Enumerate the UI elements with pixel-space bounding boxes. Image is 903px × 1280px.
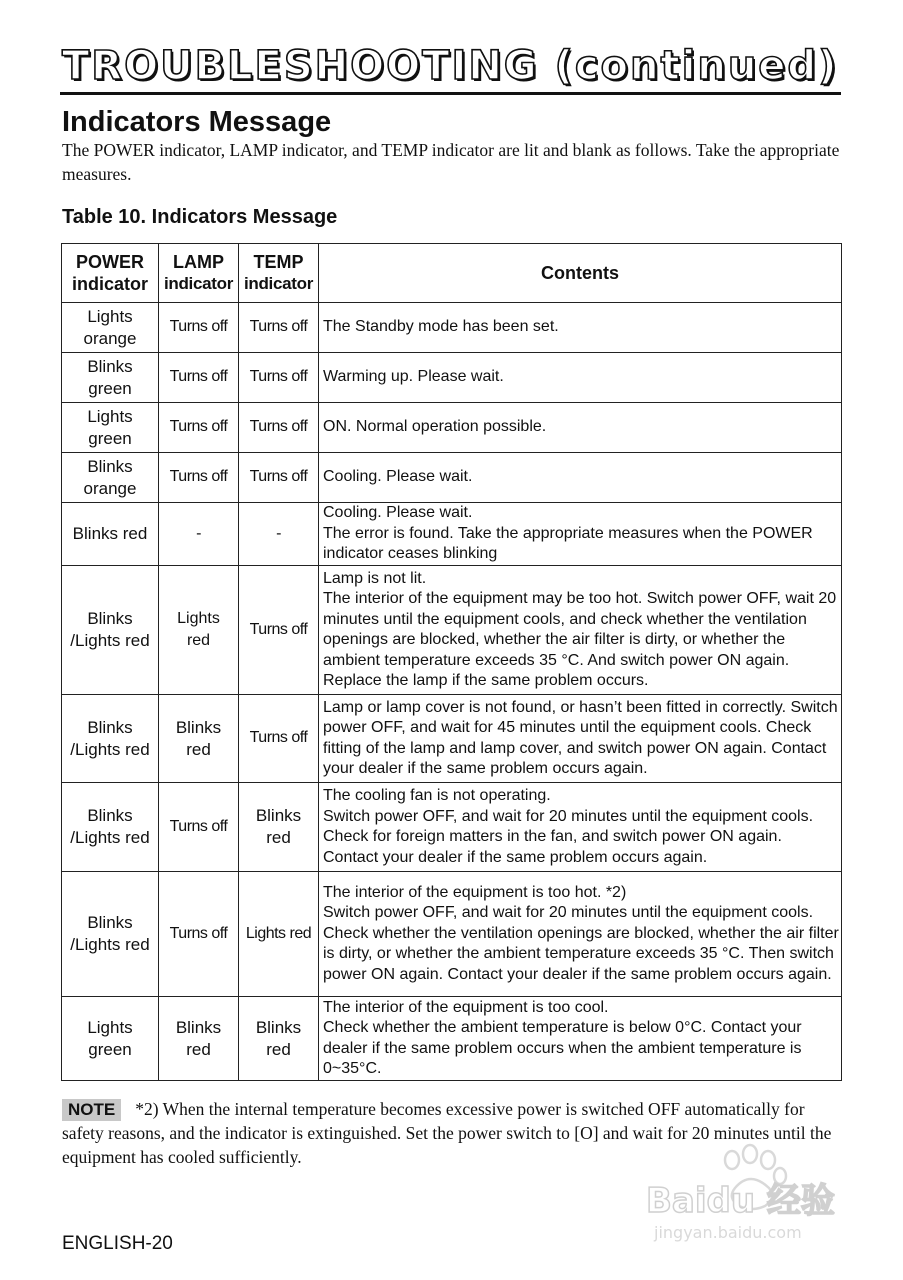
contents-cell: The Standby mode has been set. <box>319 303 842 353</box>
temp-cell: Turns off <box>239 566 319 695</box>
power-cell: Blinks /Lights red <box>62 695 159 783</box>
power-cell: Blinks red <box>62 503 159 566</box>
header-contents: Contents <box>319 244 842 303</box>
header-power-line1: POWER <box>75 252 144 272</box>
temp-cell: Turns off <box>239 695 319 783</box>
temp-cell: Turns off <box>239 353 319 403</box>
temp-cell: - <box>239 503 319 566</box>
header-power <box>62 244 159 303</box>
header-lamp-line1: LAMP <box>173 252 224 272</box>
power-cell: Lights orange <box>62 303 159 353</box>
lamp-cell: - <box>159 503 239 566</box>
lamp-cell: Blinks red <box>159 997 239 1081</box>
lamp-cell: Turns off <box>159 783 239 872</box>
page-footer: ENGLISH-20 <box>62 1233 173 1254</box>
temp-cell: Blinks red <box>239 783 319 872</box>
table-row <box>62 695 842 783</box>
lamp-cell: Blinks red <box>159 695 239 783</box>
power-cell: Lights green <box>62 403 159 453</box>
contents-cell: Lamp or lamp cover is not found, or hasn’t been fitted in correctly. Switch power OFF, and wait for 45 minutes until the equipment cools. Check fitting of the lamp and lamp cover, and switch power ON again. Contact your dealer if the same problem occurs again. <box>319 695 842 783</box>
contents-cell: Cooling. Please wait. <box>319 453 842 503</box>
power-cell: Blinks /Lights red <box>62 783 159 872</box>
contents-cell: Lamp is not lit. The interior of the equipment may be too hot. Switch power OFF, wait 20 minutes until the equipment cools, and check whether the ventilation openings are blocked, whether the air filter is dirty, or whether the ambient temperature exceeds 35 °C. And switch power ON again. Replace the lamp if the same problem occurs. <box>319 566 842 695</box>
contents-cell: Warming up. Please wait. <box>319 353 842 403</box>
temp-cell: Lights red <box>239 872 319 997</box>
baidu-watermark <box>640 1140 840 1250</box>
temp-cell: Turns off <box>239 403 319 453</box>
temp-cell: Blinks red <box>239 997 319 1081</box>
intro-paragraph: The POWER indicator, LAMP indicator, and TEMP indicator are lit and blank as follows. Take the appropriate measures. <box>62 140 840 184</box>
power-cell: Blinks green <box>62 353 159 403</box>
lamp-cell: Turns off <box>159 872 239 997</box>
note-badge: NOTE <box>62 1099 121 1121</box>
table-header-row <box>62 244 842 303</box>
temp-cell: Turns off <box>239 453 319 503</box>
power-cell: Lights green <box>62 997 159 1081</box>
page-title: TROUBLESHOOTING (continued) <box>62 43 839 89</box>
header-lamp-line2: indicator <box>163 274 234 293</box>
table-row <box>62 566 842 695</box>
watermark-url: jingyan.baidu.com <box>654 1223 802 1242</box>
table-row <box>62 353 842 403</box>
table-row <box>62 453 842 503</box>
temp-cell: Turns off <box>239 303 319 353</box>
contents-cell: The interior of the equipment is too cool. Check whether the ambient temperature is below 0°C. Contact your dealer if the same problem occurs when the ambient temperature is 0~35°C. <box>319 997 842 1081</box>
power-cell: Blinks /Lights red <box>62 872 159 997</box>
header-temp <box>239 244 319 303</box>
table-row <box>62 783 842 872</box>
power-cell: Blinks /Lights red <box>62 566 159 695</box>
lamp-cell: Turns off <box>159 353 239 403</box>
table-row <box>62 503 842 566</box>
contents-cell: The interior of the equipment is too hot. *2) Switch power OFF, and wait for 20 minutes until the equipment cools. Check whether the ventilation openings are blocked, whether the air filter is dirty, or whether the ambient temperature exceeds 35 °C. Then switch power ON again. Contact your dealer if the same problem occurs again. <box>319 872 842 997</box>
indicators-table <box>61 243 842 1081</box>
section-heading: Indicators Message <box>62 106 332 138</box>
table-row <box>62 403 842 453</box>
table-row <box>62 303 842 353</box>
watermark-brand: Baidu 经验 <box>646 1181 835 1221</box>
power-cell: Blinks orange <box>62 453 159 503</box>
table-row <box>62 997 842 1081</box>
header-temp-line2: indicator <box>243 274 314 293</box>
note-text: *2) When the internal temperature becomes excessive power is switched OFF automatically for safety reasons, and the indicator is extinguished. Set the power switch to [O] and wait for 20 minutes until the equipment has cooled sufficiently. <box>62 1099 832 1167</box>
contents-cell: Cooling. Please wait. The error is found. Take the appropriate measures when the POWER indicator ceases blinking <box>319 503 842 566</box>
header-power-line2: indicator <box>71 274 148 294</box>
lamp-cell: Lights red <box>159 566 239 695</box>
lamp-cell: Turns off <box>159 403 239 453</box>
table-caption: Table 10. Indicators Message <box>62 206 338 228</box>
contents-cell: The cooling fan is not operating. Switch power OFF, and wait for 20 minutes until the equipment cools. Check for foreign matters in the fan, and switch power ON again. Contact your dealer if the same problem occurs again. <box>319 783 842 872</box>
lamp-cell: Turns off <box>159 453 239 503</box>
contents-cell: ON. Normal operation possible. <box>319 403 842 453</box>
header-lamp <box>159 244 239 303</box>
title-divider <box>60 92 841 95</box>
table-row <box>62 872 842 997</box>
lamp-cell: Turns off <box>159 303 239 353</box>
header-temp-line1: TEMP <box>253 252 304 272</box>
